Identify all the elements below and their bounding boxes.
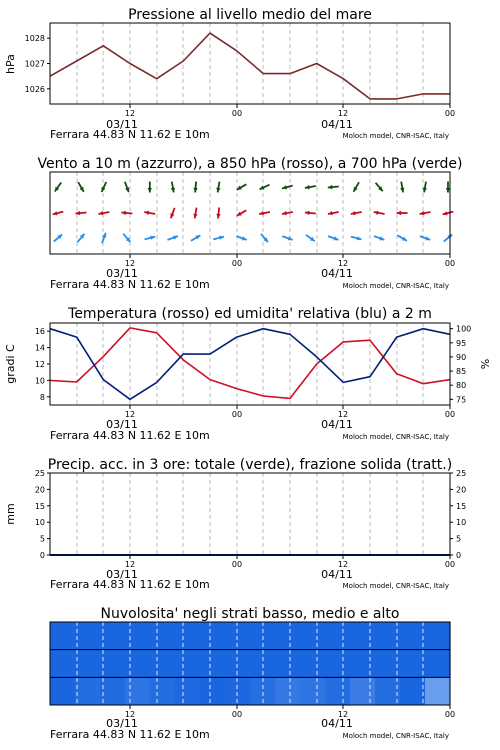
date-label: 03/11 [106,418,138,431]
y-tick-label: 20 [34,485,45,495]
humidity-ylabel: % [479,358,492,370]
precip-frame [50,473,450,555]
wind-850hpa-arrow [193,208,197,219]
wind-850hpa-arrow [237,210,247,216]
cloud-cell-alto [125,622,151,650]
wind-850hpa-arrow [420,211,431,215]
arrow-head [425,236,430,240]
y-tick-label: 5 [456,534,462,544]
date-label: 04/11 [321,717,353,730]
humidity-line [50,329,450,400]
pressure-line [50,33,450,99]
temperature-panel [4,306,492,442]
cloud-cell-alto [325,622,351,650]
location-label: Ferrara 44.83 N 11.62 E 10m [50,429,210,442]
cloud-cell-medio [275,650,301,678]
wind-700hpa-arrow [78,182,84,192]
x-tick-label: 00 [231,109,243,118]
cloud-cell-basso [225,677,251,705]
wind-700hpa-arrow [102,182,107,192]
date-label: 04/11 [321,118,353,131]
y-tick-label: 85 [456,367,467,377]
y-tick-label: 80 [456,381,467,391]
wind-700hpa-arrow [171,182,175,193]
arrow-head [148,188,152,193]
cloud-cell-basso [125,677,151,705]
model-credit: Moloch model, CNR-ISAC, Italy [342,732,449,740]
cloud-cell-basso [50,677,76,705]
wind-700hpa-arrow [282,185,293,189]
wind-10m-arrow [54,235,62,242]
y-tick-label: 16 [34,327,45,337]
y-tick-label: 95 [456,338,467,348]
x-tick-label: 00 [231,710,243,719]
wind-700hpa-arrow [55,183,61,192]
model-credit: Moloch model, CNR-ISAC, Italy [342,582,449,590]
wind-850hpa-arrow [216,208,220,219]
clouds-panel [50,606,455,741]
pressure-title: Pressione al livello medio del mare [128,7,372,23]
x-tick-label: 00 [444,710,456,719]
x-tick-label: 00 [231,560,243,569]
cloud-cell-alto [75,622,101,650]
cloud-cell-medio [75,650,101,678]
cloud-cell-medio [175,650,201,678]
y-tick-label: 1028 [24,34,45,44]
cloud-cell-alto [200,622,226,650]
clouds-heatmap [50,622,451,705]
arrow-head [334,236,339,240]
wind-700hpa-arrow [328,185,339,189]
y-tick-label: 12 [34,360,45,369]
pressure-ylabel: hPa [4,54,17,74]
arrow-head [328,185,333,189]
wind-10m-arrow [236,236,246,240]
wind-panel [37,156,462,291]
wind-700hpa-arrow [376,183,383,191]
cloud-cell-alto [225,622,251,650]
y-tick-label: 0 [39,551,45,560]
wind-10m-arrow [397,235,407,241]
date-label: 03/11 [106,118,138,131]
cloud-cell-medio [300,650,326,678]
wind-700hpa-arrow [216,182,220,193]
y-tick-label: 10 [34,518,45,528]
x-tick-label: 00 [231,259,243,268]
wind-700hpa-arrow [260,185,270,190]
date-label: 04/11 [321,568,353,581]
y-tick-label: 20 [456,485,467,495]
x-tick-label: 12 [337,560,349,569]
temperature-y-ticks [35,327,50,402]
wind-frame [50,172,450,254]
arrow-head [193,188,197,193]
cloud-cell-medio [225,650,251,678]
precip-y-ticks-right [450,469,466,560]
arrow-head [216,214,220,219]
precip-title: Precip. acc. in 3 ore: totale (verde), frazione solida (tratt.) [47,457,453,473]
x-tick-label: 12 [124,560,136,569]
cloud-cell-medio [200,650,226,678]
y-tick-label: 25 [456,469,467,478]
y-tick-label: 90 [456,352,467,362]
y-tick-label: 25 [34,469,45,478]
cloud-cell-basso [300,677,326,705]
model-credit: Moloch model, CNR-ISAC, Italy [342,282,449,290]
wind-10m-arrow [213,236,224,240]
wind-850hpa-arrow [53,211,64,215]
wind-700hpa-arrow [148,182,152,193]
x-tick-label: 00 [231,410,243,419]
x-tick-label: 12 [337,410,349,419]
date-label: 03/11 [106,717,138,730]
cloud-cell-basso [400,677,426,705]
temperature-series [50,328,450,399]
wind-700hpa-arrow [193,182,197,193]
y-tick-label: 10 [34,376,45,386]
wind-850hpa-arrow [99,211,110,215]
precip-panel [4,457,466,591]
y-tick-label: 14 [34,343,45,353]
y-tick-label: 10 [456,518,467,528]
wind-850hpa-arrow [351,211,362,215]
wind-700hpa-arrow [305,185,316,189]
y-tick-label: 0 [456,551,462,560]
location-label: Ferrara 44.83 N 11.62 E 10m [50,278,210,291]
wind-850hpa-arrow [259,211,270,215]
cloud-cell-basso [175,677,201,705]
temperature-title: Temperatura (rosso) ed umidita' relativa (blu) a 2 m [68,306,432,322]
wind-700hpa-arrow [237,184,247,190]
x-tick-label: 00 [444,410,456,419]
wind-850hpa-arrow [282,211,293,215]
wind-700hpa-arrow [354,182,360,192]
model-credit: Moloch model, CNR-ISAC, Italy [342,433,449,441]
x-tick-label: 12 [337,109,349,118]
wind-850hpa-arrow [443,211,454,215]
x-tick-label: 00 [444,109,456,118]
x-tick-label: 12 [124,109,136,118]
arrow-head [242,236,247,240]
arrow-head [121,211,126,215]
cloud-cell-basso [425,677,451,705]
wind-10m-arrow [306,235,315,241]
wind-850hpa-arrow [144,211,155,215]
wind-title: Vento a 10 m (azzurro), a 850 hPa (rosso), a 700 hPa (verde) [37,156,463,172]
wind-10m-arrow [145,236,156,240]
temperature-line [50,328,450,399]
cloud-cell-basso [325,677,351,705]
location-label: Ferrara 44.83 N 11.62 E 10m [50,578,210,591]
humidity-y-ticks [450,325,471,405]
x-tick-label: 00 [444,259,456,268]
temperature-ylabel: gradi C [4,344,17,384]
cloud-cell-medio [50,650,76,678]
cloud-cell-medio [425,650,451,678]
arrow-head [76,211,81,215]
wind-850hpa-arrow [305,211,316,215]
wind-10m-arrow [351,236,362,240]
pressure-series [50,33,450,99]
precip-y-ticks [35,469,50,560]
cloud-cell-alto [275,622,301,650]
cloud-cell-basso [200,677,226,705]
y-tick-label: 15 [456,501,467,511]
x-tick-label: 12 [337,710,349,719]
date-label: 04/11 [321,267,353,280]
wind-850hpa-arrow [328,211,339,215]
wind-10m-arrow [123,234,130,242]
x-tick-label: 12 [124,410,136,419]
y-tick-label: 8 [39,392,45,402]
cloud-cell-medio [400,650,426,678]
cloud-cell-medio [150,650,176,678]
wind-10m-arrow [444,235,452,242]
pressure-frame [50,23,450,104]
location-label: Ferrara 44.83 N 11.62 E 10m [50,728,210,741]
cloud-cell-medio [100,650,126,678]
cloud-cell-alto [175,622,201,650]
cloud-cell-alto [300,622,326,650]
x-tick-label: 12 [124,259,136,268]
x-tick-label: 00 [444,560,456,569]
wind-700hpa-arrow [125,182,129,192]
precip-gridlines [77,473,450,559]
cloud-cell-basso [275,677,301,705]
cloud-cell-basso [150,677,176,705]
cloud-cell-alto [425,622,451,650]
wind-10m-arrow [328,236,338,240]
x-tick-label: 12 [124,710,136,719]
pressure-y-ticks [25,34,50,94]
y-tick-label: 5 [39,534,45,544]
cloud-cell-medio [325,650,351,678]
wind-10m-arrow [374,236,384,240]
wind-850hpa-arrow [170,208,174,218]
wind-10m-arrow [191,235,201,241]
cloud-cell-alto [50,622,76,650]
arrow-head [173,236,178,240]
wind-10m-arrow [282,236,292,240]
x-tick-label: 12 [337,259,349,268]
cloud-cell-medio [350,650,376,678]
wind-700hpa-arrow [400,182,404,193]
cloud-cell-basso [75,677,101,705]
y-tick-label: 15 [34,501,45,511]
wind-850hpa-arrow [121,211,132,215]
cloud-cell-alto [100,622,126,650]
precip-ylabel: mm [4,503,17,525]
date-label: 03/11 [106,568,138,581]
pressure-panel [4,7,455,141]
model-credit: Moloch model, CNR-ISAC, Italy [342,132,449,140]
location-label: Ferrara 44.83 N 11.62 E 10m [50,128,210,141]
arrow-head [305,211,310,215]
wind-arrows [53,182,454,244]
cloud-cell-basso [350,677,376,705]
clouds-title: Nuvolosita' negli strati basso, medio e alto [100,606,400,622]
y-tick-label: 100 [456,324,472,334]
cloud-cell-medio [125,650,151,678]
wind-10m-arrow [77,234,84,242]
cloud-cell-basso [100,677,126,705]
date-label: 03/11 [106,267,138,280]
wind-10m-arrow [261,234,268,242]
cloud-cell-alto [150,622,176,650]
wind-10m-arrow [168,236,178,240]
cloud-cell-alto [400,622,426,650]
y-tick-label: 1027 [24,59,45,69]
wind-850hpa-arrow [374,211,385,215]
date-label: 04/11 [321,418,353,431]
y-tick-label: 75 [456,395,467,405]
y-tick-label: 1026 [24,84,45,94]
wind-10m-arrow [420,236,430,240]
wind-850hpa-arrow [397,211,408,215]
cloud-cell-alto [350,622,376,650]
